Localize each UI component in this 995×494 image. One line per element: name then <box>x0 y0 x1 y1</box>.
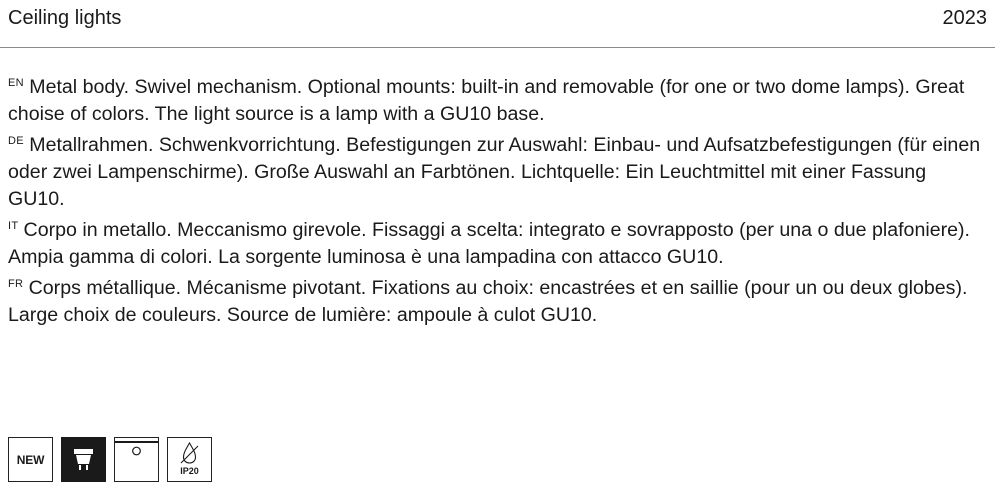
swivel-spot-graphic <box>62 438 105 481</box>
lang-code-it: IT <box>8 220 22 232</box>
description-it-text: Corpo in metallo. Meccanismo girevole. Fissaggi a scelta: integrato e sovrapposto (per una o due plafoniere). Ampia gamma di colori. La sorgente luminosa è una lampadina con attacco GU10. <box>8 219 970 268</box>
description-fr <box>8 271 988 329</box>
ceiling-mount-graphic <box>115 438 158 481</box>
ip-rating-icon <box>167 437 212 482</box>
description-it <box>8 213 988 271</box>
page-title: Ceiling lights <box>8 7 122 29</box>
description-de <box>8 128 988 213</box>
description-en <box>8 70 988 128</box>
ceiling-mount-icon <box>114 437 159 482</box>
lang-code-fr: FR <box>8 278 27 290</box>
description-en-text: Metal body. Swivel mechanism. Optional mounts: built-in and removable (for one or two dome lamps). Great choise of colors. The light source is a lamp with a GU10 base. <box>8 76 965 125</box>
lang-code-en: EN <box>8 77 28 89</box>
product-description <box>8 70 988 329</box>
swivel-spot-icon <box>61 437 106 482</box>
ip-rating-label: IP20 <box>180 466 199 476</box>
description-de-text: Metallrahmen. Schwenkvorrichtung. Befestigungen zur Auswahl: Einbau- und Aufsatzbefestigungen (für einen oder zwei Lampenschirme). Große Auswahl an Farbtönen. Lichtquelle: Ein Leuchtmittel mit einer Fassung GU10. <box>8 134 981 210</box>
new-badge <box>8 437 53 482</box>
description-fr-text: Corps métallique. Mécanisme pivotant. Fixations au choix: encastrées et en saillie (pour un ou deux globes). Large choix de couleurs. Source de lumière: ampoule à culot GU10. <box>8 277 968 326</box>
page-header <box>0 0 995 48</box>
new-badge-label: NEW <box>16 453 45 467</box>
lang-code-de: DE <box>8 135 28 147</box>
catalog-year: 2023 <box>942 7 987 29</box>
